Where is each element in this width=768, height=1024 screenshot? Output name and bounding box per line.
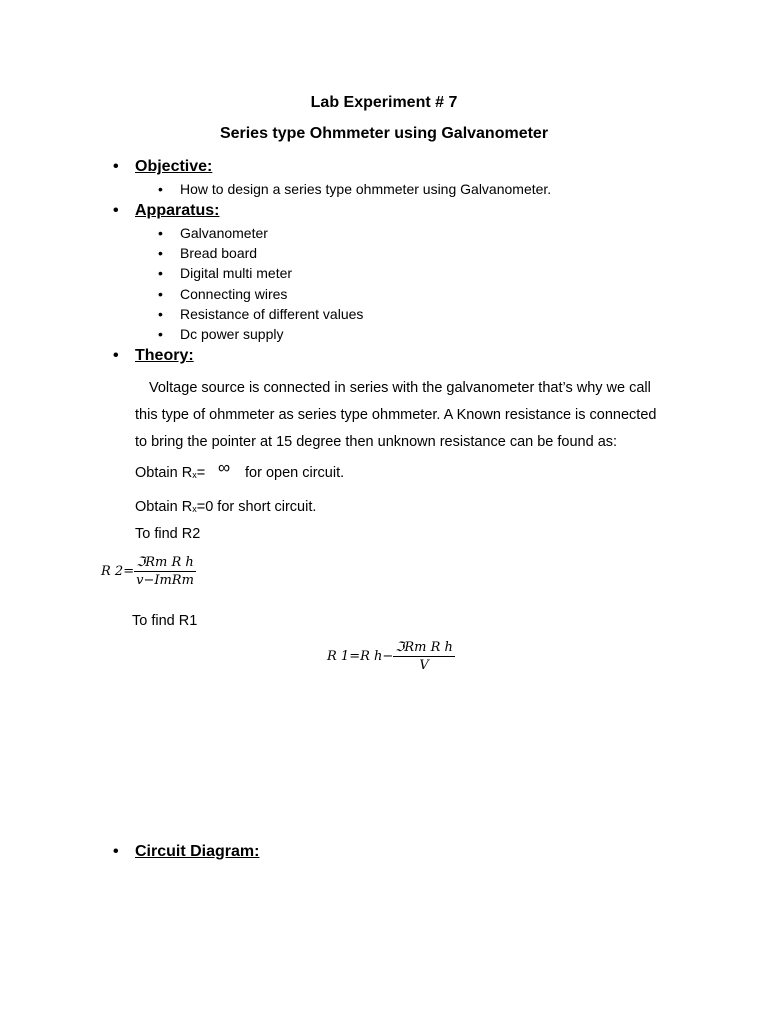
r2-denominator: v−ImRm (136, 573, 194, 588)
bullet-icon: • (158, 306, 163, 322)
circuit-diagram-heading-text: Circuit Diagram: (135, 843, 260, 860)
subscript-x: x (192, 470, 197, 480)
circuit-diagram-heading (113, 843, 259, 861)
objective-item-text: How to design a series type ohmmeter using Galvanometer. (180, 181, 552, 197)
find-r1-label: To find R1 (132, 613, 198, 629)
short-circuit-suffix: =0 for short circuit. (196, 499, 317, 515)
page-subtitle: Series type Ohmmeter using Galvanometer (219, 125, 549, 142)
theory-paragraph-line: Voltage source is connected in series with the galvanometer that’s why we call (149, 380, 651, 396)
theory-paragraph-line: this type of ohmmeter as series type ohmmeter. A Known resistance is connected (135, 407, 657, 423)
apparatus-item-text: Digital multi meter (180, 265, 293, 281)
list-item (158, 265, 292, 281)
open-circuit-suffix: for open circuit. (245, 465, 345, 481)
list-item (158, 326, 284, 342)
list-item (158, 225, 268, 241)
apparatus-item-text: Galvanometer (180, 225, 268, 241)
bullet-icon: • (158, 245, 163, 261)
bullet-icon: • (113, 347, 119, 364)
infinity-symbol: ∞ (218, 458, 231, 477)
bullet-icon: • (158, 225, 163, 241)
bullet-icon: • (113, 158, 119, 175)
equals-sign: = (196, 465, 206, 481)
r1-formula (327, 640, 455, 673)
theory-paragraph-line: to bring the pointer at 15 degree then unknown resistance can be found as: (135, 434, 618, 450)
apparatus-heading (113, 202, 219, 220)
subscript-x: x (192, 504, 197, 514)
objective-heading (113, 158, 212, 176)
r2-lhs: R 2= (101, 564, 135, 579)
apparatus-item-text: Resistance of different values (180, 306, 364, 322)
list-item (158, 286, 287, 302)
open-circuit-prefix: Obtain R (135, 465, 193, 481)
apparatus-item-text: Dc power supply (180, 326, 284, 342)
r2-formula (101, 555, 196, 588)
objective-heading-text: Objective: (135, 158, 213, 175)
bullet-icon: • (158, 181, 163, 197)
page-title: Lab Experiment # 7 (310, 94, 458, 111)
theory-heading-text: Theory: (135, 347, 194, 364)
short-circuit-prefix: Obtain R (135, 499, 193, 515)
bullet-icon: • (113, 202, 119, 219)
apparatus-item-text: Connecting wires (180, 286, 288, 302)
bullet-icon: • (113, 843, 119, 860)
bullet-icon: • (158, 286, 163, 302)
r1-denominator: V (419, 658, 429, 673)
bullet-icon: • (158, 326, 163, 342)
open-circuit-line (135, 460, 205, 489)
list-item (158, 306, 363, 322)
list-item (158, 245, 257, 261)
apparatus-heading-text: Apparatus: (135, 202, 220, 219)
list-item (158, 181, 551, 197)
short-circuit-line (135, 494, 316, 523)
bullet-icon: • (158, 265, 163, 281)
r1-numerator: ℑRm R h (395, 640, 453, 655)
r1-fraction (393, 640, 455, 673)
r1-lhs: R 1=R h− (327, 649, 394, 664)
find-r2-label: To find R2 (135, 526, 201, 542)
apparatus-item-text: Bread board (180, 245, 258, 261)
r2-fraction (134, 555, 196, 588)
theory-heading (113, 347, 194, 365)
r2-numerator: ℑRm R h (136, 555, 194, 570)
